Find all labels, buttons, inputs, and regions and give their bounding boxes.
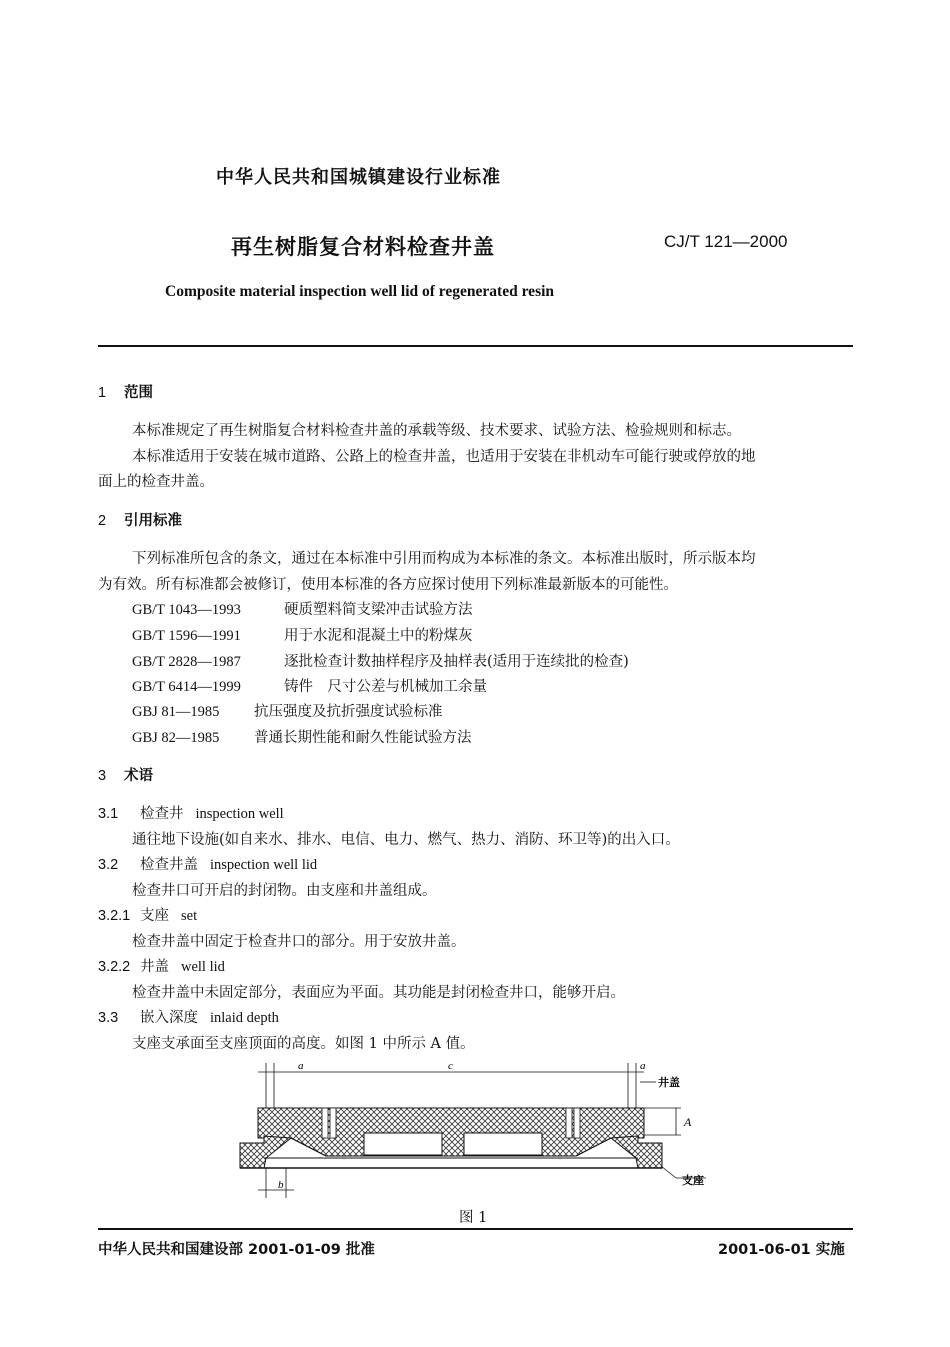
term-heading: [98, 904, 197, 925]
term-definition: 支座支承面至支座顶面的高度。如图 1 中所示 A 值。: [132, 1036, 475, 1052]
section-title: 引用标准: [124, 513, 182, 529]
dim-label-a-left: a: [298, 1060, 304, 1072]
section-1-heading: [98, 381, 153, 402]
reference-name: 用于水泥和混凝土中的粉煤灰: [284, 628, 473, 644]
term-heading: [98, 853, 317, 874]
paragraph: 本标准规定了再生树脂复合材料检查井盖的承载等级、技术要求、试验方法、检验规则和标志。: [132, 423, 741, 439]
term-cn: 检查井: [140, 806, 184, 822]
reference-code: GBJ 81—1985: [132, 704, 220, 720]
reference-item: [132, 598, 473, 619]
reference-name: 普通长期性能和耐久性能试验方法: [254, 730, 472, 746]
dim-label-A: A: [684, 1115, 692, 1129]
reference-code: GB/T 2828—1987: [132, 654, 241, 670]
term-number: 3.2.2: [98, 959, 131, 975]
paragraph-continued: 面上的检查井盖。: [98, 474, 214, 490]
paragraph: 下列标准所包含的条文，通过在本标准中引用而构成为本标准的条文。本标准出版时，所示版本均: [132, 551, 756, 567]
term-number: 3.3: [98, 1010, 119, 1026]
well-lid-cross-section-figure: [236, 1058, 716, 1203]
term-en: inlaid depth: [210, 1010, 279, 1026]
term-heading: [98, 955, 225, 976]
reference-item: [132, 624, 473, 645]
section-title: 术语: [124, 768, 153, 784]
reference-code: GB/T 6414—1999: [132, 679, 241, 695]
term-definition: 检查井盖中固定于检查井口的部分。用于安放井盖。: [132, 934, 466, 950]
term-cn: 检查井盖: [140, 857, 198, 873]
paragraph-continued: 为有效。所有标准都会被修订，使用本标准的各方应探讨使用下列标准最新版本的可能性。: [98, 577, 678, 593]
section-2-heading: [98, 509, 182, 530]
section-number: 2: [98, 513, 107, 529]
section-3-heading: [98, 764, 153, 785]
dim-label-c: c: [448, 1060, 453, 1072]
label-seat: 支座: [682, 1174, 704, 1187]
term-definition: 通往地下设施(如自来水、排水、电信、电力、燃气、热力、消防、环卫等)的出入口。: [132, 832, 680, 848]
reference-code: GB/T 1043—1993: [132, 602, 241, 618]
term-cn: 嵌入深度: [140, 1010, 198, 1026]
reference-item: [132, 675, 487, 696]
term-cn: 支座: [140, 908, 169, 924]
english-title: Composite material inspection well lid of regenerated resin: [165, 283, 555, 300]
term-en: set: [181, 908, 198, 924]
dim-label-a-right: a: [640, 1060, 646, 1072]
reference-item: [132, 700, 443, 721]
term-number: 3.1: [98, 806, 119, 822]
reference-name: 抗压强度及抗折强度试验标准: [254, 704, 443, 720]
term-heading: [98, 802, 284, 823]
dim-label-b: b: [278, 1179, 284, 1191]
well-lid-shape: [258, 1108, 644, 1156]
reference-name: 硬质塑料简支梁冲击试验方法: [284, 602, 473, 618]
reference-code: GBJ 82—1985: [132, 730, 220, 746]
figure-caption: 图 1: [459, 1210, 488, 1226]
standard-code: CJ/T 121—2000: [664, 232, 788, 251]
term-number: 3.2: [98, 857, 119, 873]
document-title: 再生树脂复合材料检查井盖: [231, 235, 495, 259]
footer-rule: [98, 1228, 853, 1230]
term-definition: 检查井盖中未固定部分，表面应为平面。其功能是封闭检查井口，能够开启。: [132, 985, 625, 1001]
term-definition: 检查井口可开启的封闭物。由支座和井盖组成。: [132, 883, 437, 899]
reference-name: 逐批检查计数抽样程序及抽样表(适用于连续批的检查): [284, 654, 629, 670]
label-well-lid: 井盖: [658, 1076, 680, 1089]
reference-name: 铸件 尺寸公差与机械加工余量: [284, 679, 487, 695]
term-number: 3.2.1: [98, 908, 131, 924]
org-standard-heading: 中华人民共和国城镇建设行业标准: [216, 167, 501, 188]
term-heading: [98, 1006, 279, 1027]
footer-approval: 中华人民共和国建设部 2001-01-09 批准: [98, 1242, 375, 1258]
reference-item: [132, 650, 629, 671]
term-en: well lid: [181, 959, 225, 975]
paragraph: 本标准适用于安装在城市道路、公路上的检查井盖，也适用于安装在非机动车可能行驶或停放的地: [132, 449, 756, 465]
term-cn: 井盖: [140, 959, 169, 975]
section-title: 范围: [124, 385, 153, 401]
header-rule: [98, 345, 853, 347]
term-en: inspection well: [195, 806, 284, 822]
reference-item: [132, 726, 472, 747]
footer-implementation: 2001-06-01 实施: [718, 1242, 845, 1258]
term-en: inspection well lid: [210, 857, 318, 873]
section-number: 3: [98, 768, 107, 784]
reference-code: GB/T 1596—1991: [132, 628, 241, 644]
section-number: 1: [98, 385, 107, 401]
